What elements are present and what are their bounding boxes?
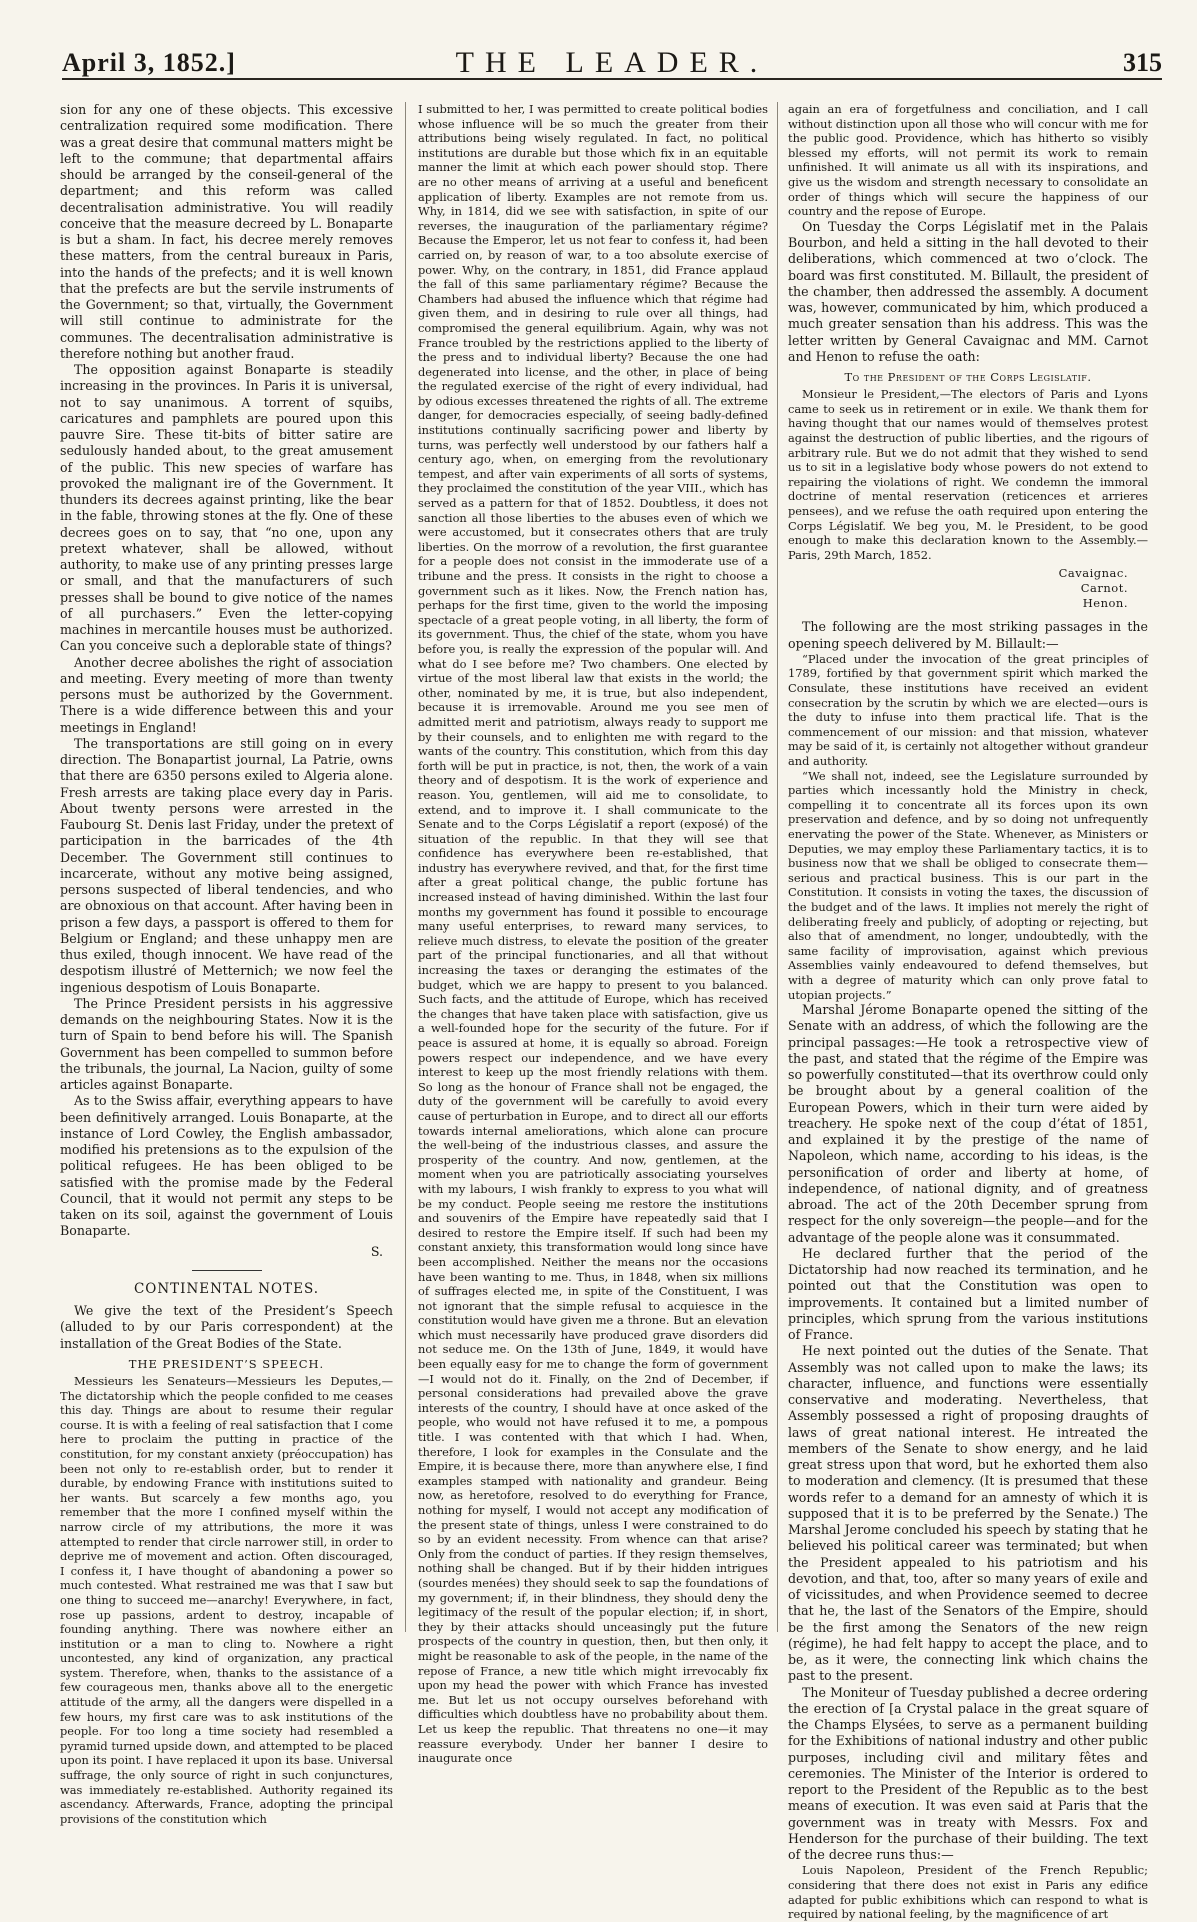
- letter-text: Monsieur le President,—The electors of Paris and Lyons came to seek us in retirement or in exile. We thank them for having thought that our names would of themselves protest against the destruction of public liberties, and the rigours of arbitrary rule. But we do not admit that they wished to send us to sit in a legislative body whose powers do not extend to repairing the violations of right. We condemn the immoral doctrine of mental reservation (reticences et arrieres pensees), and we refuse the oath required upon entering the Corps Législatif. We beg you, M. le President, to be good enough to make this declaration known to the Assembly.—Paris, 29th March, 1852.: [788, 387, 1148, 562]
- signer-name: Cavaignac.: [1058, 566, 1128, 581]
- signer-name: Henon.: [1082, 596, 1128, 611]
- article-paragraph: He next pointed out the duties of the Senate. That Assembly was not called upon to make the laws; its character, influence, and functions were essentially conservative and moderating. Nevertheless, that Assembly possessed a right of proposing draughts of laws of great national interest. He intreated the members of the Senate to show energy, and he laid great stress upon that word, but he exhorted them also to moderation and clemency. (It is presumed that these words refer to a demand for an amnesty of which it is supposed that it is to be preferred by the Senate.) The Marshal Jerome concluded his speech by stating that he believed his political career was terminated; but when the President appealed to his patriotism and his devotion, and that, too, after so many years of exile and of vicissitudes, and when Providence seemed to decree that he, the last of the Senators of the Empire, should be the first among the Senators of the new reign (régime), he had felt happy to accept the place, and to be, as it were, the connecting link which chains the past to the present.: [788, 1343, 1148, 1684]
- quoted-passage: “We shall not, indeed, see the Legislature surrounded by parties which incessantly hold the Ministry in check, compelling it to concentrate all its forces upon its own preservation and defence, and by so doing not unfrequently enervating the power of the State. Whenever, as Ministers or Deputies, we may employ these Parliamentary tactics, it is to business now that we shall be obliged to consecrate them—serious and practical business. This is our part in the Constitution. It consists in voting the taxes, the discussion of the budget and of the laws. It implies not merely the right of deliberating freely and publicly, of adopting or rejecting, but also that of amendment, no longer, undoubtedly, with the same facility of improvisation, against which previous Assemblies vainly endeavoured to defend themselves, but with a degree of maturity which can only prove fatal to utopian projects.”: [788, 768, 1148, 1002]
- section-title: CONTINENTAL NOTES.: [133, 1280, 320, 1297]
- speech-text: Messieurs les Senateurs—Messieurs les Deputes,—The dictatorship which the people confided to me ceases this day. Things are about to resume their regular course. It is with a feeling of real satisfaction that I come here to proclaim the putting in practice of the constitution, for my constant anxiety (préoccupation) has been not only to re-establish order, but to render it durable, by endowing France with institutions suited to her wants. But scarcely a few months ago, you remember that the more I confined myself within the narrow circle of my attributions, the more it was attempted to render that circle narrower still, in order to deprive me of movement and action. Often discouraged, I confess it, I have thought of abandoning a power so much contested. What restrained me was that I saw but one thing to succeed me—anarchy! Everywhere, in fact, rose up passions, ardent to destroy, incapable of founding anything. There was nowhere either an institution or a man to cling to. Nowhere a right uncontested, any kind of organization, any practical system. Therefore, when, thanks to the assistance of a few courageous men, thanks above all to the energetic attitude of the army, all the dangers were dispelled in a few hours, my first care was to ask institutions of the people. For too long a time society had resembled a pyramid turned upside down, and attempted to be placed upon its point. I have replaced it upon its base. Universal suffrage, the only source of right in such conjunctures, was immediately re-established. Authority regained its ascendancy. Afterwards, France, adopting the principal provisions of the constitution which: [60, 1374, 393, 1826]
- speech-continuation: I submitted to her, I was permitted to create political bodies whose influence will be so much the greater from their attributions being wisely regulated. In fact, no political institutions are durable but those which fix in an equitable manner the limit at which each power should stop. There are no other means of arriving at a useful and beneficent application of liberty. Examples are not remote from us. Why, in 1814, did we see with satisfaction, in spite of our reverses, the inauguration of the parliamentary régime? Because the Emperor, let us not fear to confess it, had been carried on, by reason of war, to a too absolute exercise of power. Why, on the contrary, in 1851, did France applaud the fall of this same parliamentary régime? Because the Chambers had abused the influence which that régime had given them, and in desiring to rule over all things, had compromised the general equilibrium. Again, why was not France troubled by the restrictions applied to the liberty of the press and to individual liberty? Because the one had degenerated into license, and the other, in place of being the regulated exercise of the right of every individual, had by odious excesses threatened the rights of all. The extreme danger, for democracies especially, of seeing badly-defined institutions continually sacrificing power and liberty by turns, was perfectly well understood by our fathers half a century ago, when, on emerging from the revolutionary tempest, and after vain experiments of all sorts of systems, they proclaimed the constitution of the year VIII., which has served as a pattern for that of 1852. Doubtless, it does not sanction all those liberties to the abuses even of which we were accustomed, but it consecrates others that are truly liberties. On the morrow of a revolution, the first guarantee for a people does not consist in the immoderate use of a tribune and the press. It consists in the right to choose a government such as it likes. Now, the French nation has, perhaps for the first time, given to the world the imposing spectacle of a great people voting, in all liberty, the form of its government. Thus, the chief of the state, whom you have before you, is really the expression of the popular will. And what do I see before me? Two chambers. One elected by virtue of the most liberal law that exists in the world; the other, nominated by me, it is true, but also independent, because it is irremovable. Around me you see men of admitted merit and patriotism, always ready to support me by their counsels, and to enlighten me with regard to the wants of the country. This constitution, which from this day forth will be put in practice, is not, then, the work of a vain theory and of despotism. It is the work of experience and reason. You, gentlemen, will aid me to consolidate, to extend, and to improve it. I shall communicate to the Senate and to the Corps Législatif a report (exposé) of the situation of the republic. In that they will see that confidence has everywhere been re-established, that industry has everywhere revived, and that, for the first time after a great political change, the public fortune has increased instead of having diminished. Within the last four months my government has found it possible to encourage many useful enterprises, to reward many services, to relieve much distress, to elevate the position of the greater part of the principal functionaries, and all that without increasing the taxes or deranging the estimates of the budget, which we are happy to present to you balanced. Such facts, and the attitude of Europe, which has received the changes that have taken place with satisfaction, give us a well-founded hope for the security of the future. For if peace is assured at home, it is equally so abroad. Foreign powers respect our independence, and we have every interest to keep up the most friendly relations with them. So long as the honour of France shall not be engaged, the duty of the government will be carefully to avoid every cause of perturbation in Europe, and to direct all our efforts towards internal ameliorations, which alone can procure the well-being of the industrious classes, and assure the prosperity of the country. And now, gentlemen, at the moment when you are patriotically associating yourselves with my labours, I wish frankly to express to you what will be my conduct. People seeing me restore the institutions and souvenirs of the Empire have repeatedly said that I desired to restore the Empire itself. If such had been my constant anxiety, this transformation would long since have been accomplished. Neither the means nor the occasions have been wanting to me. Thus, in 1848, when six millions of suffrages elected me, in spite of the Constituent, I was not ignorant that the simple refusal to acquiesce in the constitution would have given me a throne. But an elevation which must necessarily have produced grave disorders did not seduce me. On the 13th of June, 1849, it would have been equally easy for me to change the form of government—I would not do it. Finally, on the 2nd of December, if personal considerations had prevailed above the grave interests of the country, I should have at once asked of the people, who would not have refused it to me, a pompous title. I was contented with that which I had. When, therefore, I look for examples in the Consulate and the Empire, it is because there, more than anywhere else, I find examples stamped with nationality and grandeur. Being now, as heretofore, resolved to do everything for France, nothing for myself, I would not accept any modification of the present state of things, unless I were constrained to do so by an evident necessity. From whence can that arise? Only from the conduct of parties. If they resign themselves, nothing shall be changed. But if by their hidden intrigues (sourdes menées) they should seek to sap the foundations of my government; if, in their blindness, they should deny the legitimacy of the result of the popular election; if, in short, they by their attacks should unceasingly put the future prospects of the country in question, then, but then only, it might be reasonable to ask of the people, in the name of the repose of France, a new title which might irrevocably fix upon my head the power with which France has invested me. But let us not occupy ourselves beforehand with difficulties which doubtless have no probability about them. Let us keep the republic. That threatens no one—it may reassure everybody. Under her banner I desire to inaugurate once: [418, 102, 768, 1766]
- speech-continuation: again an era of forgetfulness and conciliation, and I call without distinction upon all those who will concur with me for the public good. Providence, which has hitherto so visibly blessed my efforts, will not permit its work to remain unfinished. It will animate us all with its inspirations, and give us the wisdom and strength necessary to consolidate an order of things which will secure the happiness of our country and the repose of Europe.: [788, 102, 1148, 219]
- article-paragraph: On Tuesday the Corps Législatif met in the Palais Bourbon, and held a sitting in the hall devoted to their deliberations, which commenced at two o’clock. The board was first constituted. M. Billault, the president of the chamber, then addressed the assembly. A document was, however, communicated by him, which produced a much greater sensation than his address. This was the letter written by General Cavaignac and MM. Carnot and Henon to refuse the oath:: [788, 218, 1148, 364]
- speech-title: THE PRESIDENT’S SPEECH.: [128, 1356, 325, 1371]
- newspaper-title: THE LEADER.: [455, 46, 769, 79]
- page-number: 315: [1123, 48, 1162, 77]
- signer-name: Carnot.: [1080, 581, 1128, 596]
- article-paragraph: As to the Swiss affair, everything appears to have been definitively arranged. Louis Bonaparte, at the instance of Lord Cowley, the English ambassador, modified his pretensions as to the expulsion of the political refugees. He has been obliged to be satisfied with the promise made by the Federal Council, that it would not permit any steps to be taken on its soil, against the government of Louis Bonaparte.: [60, 1093, 393, 1239]
- issue-date: April 3, 1852.]: [62, 48, 236, 77]
- column-2: [418, 102, 768, 1766]
- author-signature: S.: [370, 1243, 383, 1259]
- article-paragraph: sion for any one of these objects. This excessive centralization required some modification. There was a great desire that communal matters might be left to the commune; that departmental affairs should be arranged by the conseil-general of the department; and this reform was called decentralisation administrative. You will readily conceive that the measure decreed by L. Bonaparte is but a sham. In fact, his decree merely removes these matters, from the central bureaux in Paris, into the hands of the prefects; and it is well known that the prefects are but the servile instruments of the Government; so that, virtually, the Government will still continue to administrate for the communes. The decentralisation administrative is therefore nothing but another fraud.: [60, 102, 393, 361]
- article-paragraph: He declared further that the period of the Dictatorship had now reached its termination, and he pointed out that the Constitution was open to improvements. It contained but a limited number of principles, which sprung from the various institutions of France.: [788, 1245, 1148, 1343]
- article-paragraph: The following are the most striking passages in the opening speech delivered by M. Billault:—: [788, 619, 1148, 651]
- letter-signers: [788, 566, 1148, 611]
- article-paragraph: The Moniteur of Tuesday published a decree ordering the erection of [a Crystal palace in the great square of the Champs Elysées, to serve as a permanent building for the Exhibitions of national industry and other public purposes, including civil and military fêtes and ceremonies. The Minister of the Interior is ordered to report to the President of the Republic as to the best means of execution. It was even said at Paris that the government was in treaty with Messrs. Fox and Henderson for the purchase of their building. The text of the decree runs thus:—: [788, 1684, 1148, 1863]
- quoted-passage: “Placed under the invocation of the great principles of 1789, fortified by that government spirit which marked the Consulate, these institutions have received an evident consecration by the scrutin by which we are elected—ours is the duty to infuse into them practical life. That is the commencement of our mission: and that mission, whatever may be said of it, is certainly not altogether without grandeur and authority.: [788, 651, 1148, 769]
- column-3: [788, 102, 1148, 1922]
- article-paragraph: The transportations are still going on in every direction. The Bonapartist journal, La Patrie, owns that there are 6350 persons exiled to Algeria alone. Fresh arrests are taking place every day in Paris. About twenty persons were arrested in the Faubourg St. Denis last Friday, under the pretext of participation in the barricades of the 4th December. The Government still continues to incarcerate, without any motive being assigned, persons suspected of liberal tendencies, and who are obnoxious on that account. After having been in prison a few days, a passport is offered to them for Belgium or England; and these unhappy men are thus exiled, though innocent. We have read of the despotism illustré of Metternich; we now feel the ingenious despotism of Louis Bonaparte.: [60, 735, 393, 995]
- section-divider: [192, 1270, 262, 1271]
- article-paragraph: Marshal Jérome Bonaparte opened the sitting of the Senate with an address, of which the following are the principal passages:—He took a retrospective view of the past, and stated that the régime of the Empire was so powerfully constituted—that its overthrow could only be brought about by a general coalition of the European Powers, which in their turn were aided by treachery. He spoke next of the coup d’état of 1851, and explained it by the prestige of the name of Napoleon, which name, according to his ideas, is the personification of order and liberty at home, of independence, of national dignity, and of greatness abroad. The act of the 20th December sprung from respect for the only sovereign—the people—and for the advantage of the people alone was it consummated.: [788, 1002, 1148, 1245]
- letter-title: To the President of the Corps Legislatif.: [844, 370, 1092, 384]
- article-paragraph: The Prince President persists in his aggressive demands on the neighbouring States. Now it is the turn of Spain to bend before his will. The Spanish Government has been compelled to summon before the tribunals, the journal, La Nacion, guilty of some articles against Bonaparte.: [60, 995, 393, 1092]
- decree-text: Louis Napoleon, President of the French Republic; considering that there does not exist in Paris any edifice adapted for public exhibitions which can respond to what is required by national feeling, by the magnificence of art: [788, 1863, 1148, 1922]
- column-rule: [777, 102, 778, 1632]
- column-1: [60, 102, 393, 1826]
- section-intro: We give the text of the President’s Speech (alluded to by our Paris correspondent) at the installation of the Great Bodies of the State.: [60, 1303, 393, 1351]
- article-paragraph: The opposition against Bonaparte is steadily increasing in the provinces. In Paris it is universal, not to say unanimous. A torrent of squibs, caricatures and pamphlets are poured upon this pauvre Sire. These tit-bits of bitter satire are sedulously handed about, to the great amusement of the public. This new species of warfare has provoked the malignant ire of the Government. It thunders its decrees against printing, like the bear in the fable, throwing stones at the fly. One of these decrees goes on to say, that “no one, upon any pretext whatever, shall be allowed, without authority, to make use of any printing presses large or small, and that the manufacturers of such presses shall be bound to give notice of the names of all purchasers.” Even the letter-copying machines in mercantile houses must be authorized. Can you conceive such a deplorable state of things?: [60, 362, 393, 654]
- page-header: [62, 44, 1162, 80]
- column-rule: [405, 102, 406, 1632]
- article-paragraph: Another decree abolishes the right of association and meeting. Every meeting of more than twenty persons must be authorized by the Government. There is a wide difference between this and your meetings in England!: [60, 654, 393, 735]
